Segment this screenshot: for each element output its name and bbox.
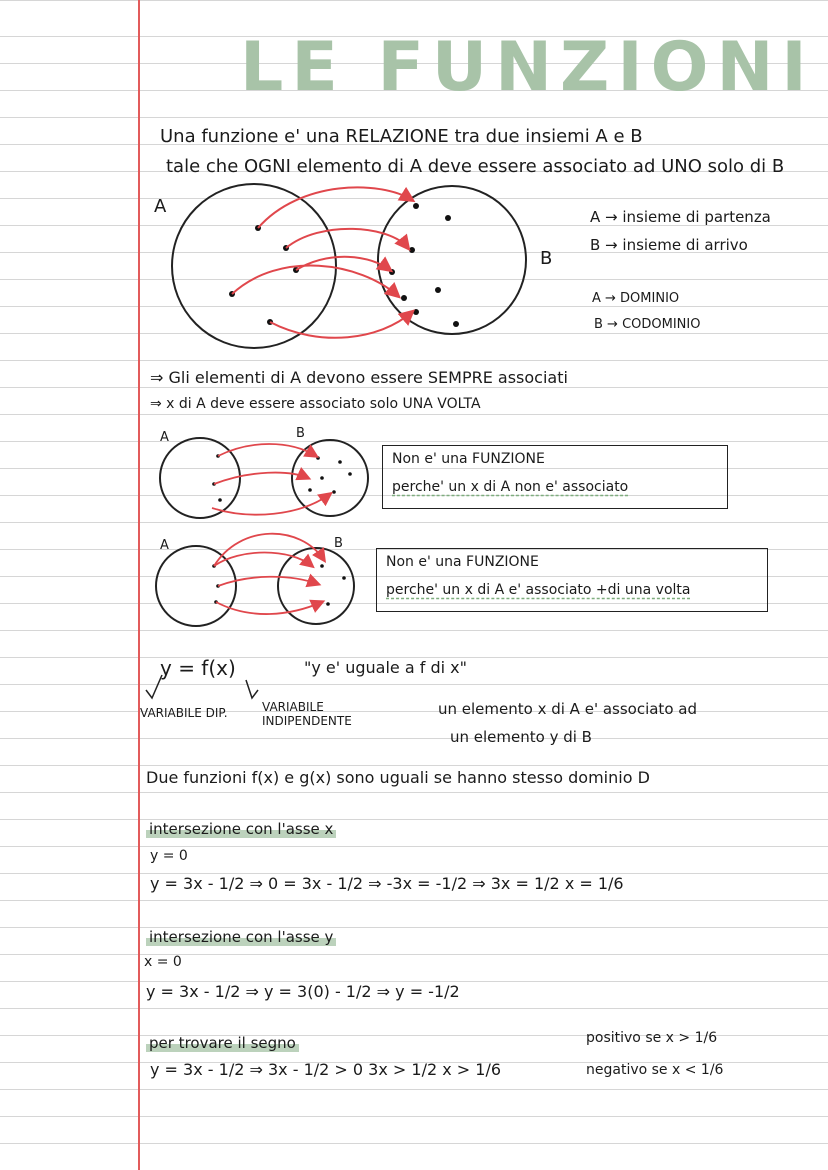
set-a-label: A (154, 196, 167, 217)
rule-1: ⇒ Gli elementi di A devono essere SEMPRE associati (150, 368, 568, 387)
note-dominio: A → DOMINIO (592, 291, 680, 306)
rule-2: ⇒ x di A deve essere associato solo UNA VOLTA (150, 396, 481, 412)
example2-line-2: perche' un x di A e' associato +di una volta (386, 582, 691, 598)
example1-set-b (292, 440, 368, 516)
example2-label-a: A (160, 538, 169, 553)
explain-line-1: un elemento x di A e' associato ad (438, 700, 697, 718)
equality-statement: Due funzioni f(x) e g(x) sono uguali se hanno stesso dominio D (146, 768, 650, 787)
example1-label-b: B (296, 426, 305, 441)
dep-variable-label: VARIABILE DIP. (140, 706, 228, 720)
page-title: LE FUNZIONI (240, 28, 815, 107)
example1-label-a: A (160, 430, 169, 445)
example1-line-2: perche' un x di A non e' associato (392, 479, 629, 495)
x-intersection-heading: intersezione con l'asse x (146, 820, 336, 838)
example2-set-a (156, 546, 236, 626)
formula: y = f(x) (160, 656, 236, 680)
note-partenza: A → insieme di partenza (590, 208, 771, 226)
example1-set-a (160, 438, 240, 518)
sign-positive: positivo se x > 1/6 (586, 1030, 718, 1046)
x-intersection-steps: y = 3x - 1/2 ⇒ 0 = 3x - 1/2 ⇒ -3x = -1/2 ⇒ 3x = 1/2 x = 1/6 (150, 874, 624, 893)
indep-variable-label: VARIABILE INDIPENDENTE (262, 700, 352, 728)
intro-line-2: tale che OGNI elemento di A deve essere associato ad UNO solo di B (166, 156, 785, 177)
x-intersection-cond: y = 0 (150, 848, 188, 864)
mapping-arrows (232, 187, 412, 337)
set-b-circle (378, 186, 526, 334)
note-codominio: B → CODOMINIO (594, 317, 701, 332)
y-intersection-cond: x = 0 (144, 954, 182, 970)
set-b-label: B (540, 248, 553, 269)
formula-reading: "y e' uguale a f di x" (304, 658, 467, 677)
intro-line-1: Una funzione e' una RELAZIONE tra due insiemi A e B (160, 126, 643, 147)
sign-steps: y = 3x - 1/2 ⇒ 3x - 1/2 > 0 3x > 1/2 x > 1/6 (150, 1060, 502, 1079)
set-b-points (389, 203, 459, 327)
example1-line-1: Non e' una FUNZIONE (392, 451, 545, 467)
y-intersection-heading: intersezione con l'asse y (146, 928, 336, 946)
y-intersection-steps: y = 3x - 1/2 ⇒ y = 3(0) - 1/2 ⇒ y = -1/2 (146, 982, 460, 1001)
sign-heading: per trovare il segno (146, 1034, 299, 1052)
note-arrivo: B → insieme di arrivo (590, 236, 748, 254)
example2-label-b: B (334, 536, 343, 551)
explain-line-2: un elemento y di B (450, 728, 592, 746)
example2-line-1: Non e' una FUNZIONE (386, 554, 539, 570)
sign-negative: negativo se x < 1/6 (586, 1062, 724, 1078)
